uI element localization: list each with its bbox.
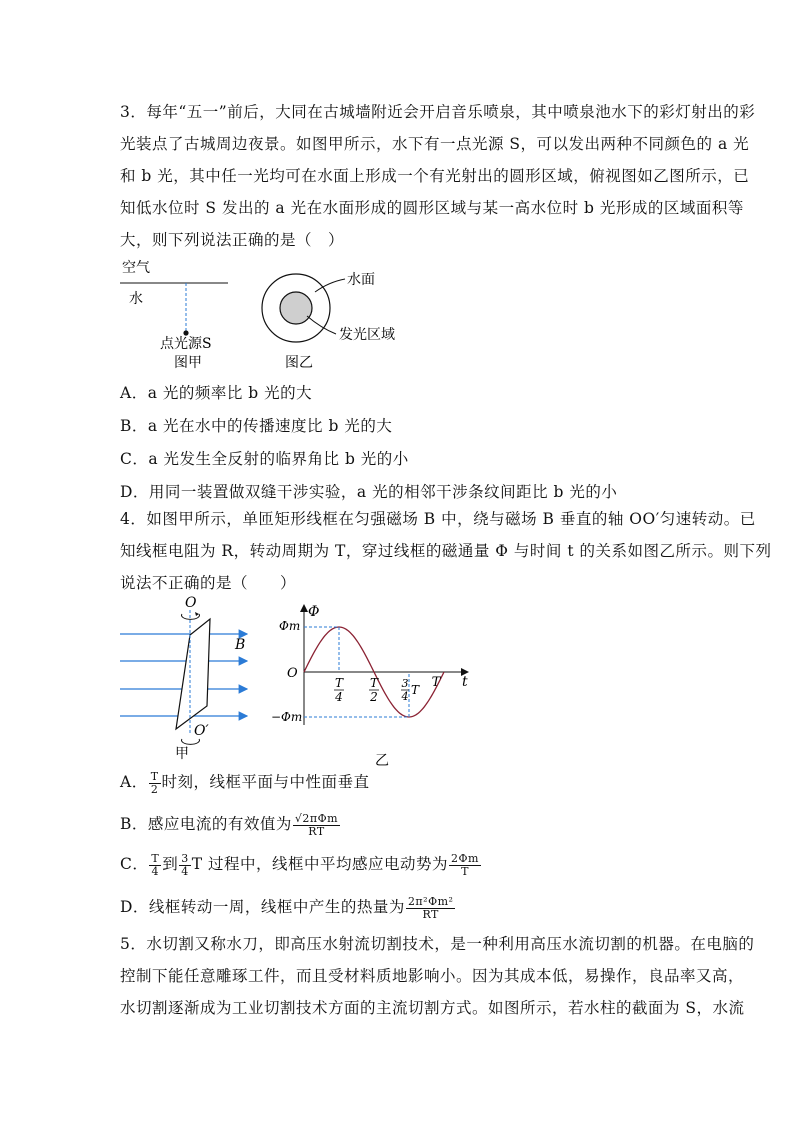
rotation-arrow-bottom-icon	[182, 739, 200, 744]
frac-num: T	[151, 851, 160, 865]
x-tick-label-3-num: 3	[401, 677, 409, 690]
q4-option-c[interactable]	[120, 852, 482, 878]
frac-den: 4	[181, 864, 189, 878]
fraction-rms-current	[293, 813, 340, 838]
option-a-text: 时刻，线框平面与中性面垂直	[161, 773, 370, 791]
q3-option-b[interactable]: B．a 光在水中的传播速度比 b 光的大	[120, 417, 393, 435]
q5-line-3: 水切割逐渐成为工业切割技术方面的主流切割方式。如图所示，若水柱的截面为 S，水流	[120, 999, 745, 1017]
fraction-three-quarters	[179, 853, 191, 878]
x-tick-label-2-num: T	[369, 676, 379, 690]
frac-den: 4	[151, 864, 160, 878]
q4-option-a[interactable]	[120, 770, 370, 796]
q5-line-2: 控制下能任意雕琢工件，而且受材料质地影响小。因为其成本低，易操作，良品率又高，	[120, 967, 745, 985]
q3-figure-yi	[255, 262, 415, 374]
option-a-prefix: A．	[120, 773, 148, 791]
q3-option-c[interactable]: C．a 光发生全反射的临界角比 b 光的小	[120, 450, 409, 468]
fig-jia-caption: 图甲	[174, 355, 202, 371]
fraction-t-over-2	[149, 771, 161, 796]
option-c-to: 到	[162, 855, 179, 873]
fraction-avg-emf	[449, 853, 481, 878]
frac-num: 2π²Φm²	[407, 894, 454, 908]
rectangular-coil	[176, 619, 210, 729]
q3-option-d[interactable]: D．用同一装置做双缝干涉实验，a 光的相邻干涉条纹间距比 b 光的小	[120, 483, 618, 501]
air-label: 空气	[122, 260, 150, 276]
point-source-label: 点光源S	[160, 336, 212, 352]
question-3-stem	[120, 96, 756, 256]
x-tick-label-3-den: 4	[401, 690, 409, 703]
frac-den: 2	[150, 782, 159, 796]
x-tick-label-3-t: T	[410, 683, 420, 697]
glow-region-label: 发光区域	[339, 327, 395, 343]
field-b-label: B	[235, 637, 246, 653]
fig-yi-caption: 图乙	[285, 355, 313, 371]
phi-max-label: Φm	[279, 619, 301, 633]
q3-line-5: 大，则下列说法正确的是（ ）	[120, 231, 345, 249]
phi-min-label: −Φm	[271, 710, 303, 724]
x-tick-label-1-num: T	[334, 676, 344, 690]
frac-num: 2Φm	[451, 851, 479, 865]
q4-figure-jia	[115, 595, 265, 765]
frac-num: T	[150, 769, 159, 783]
frac-num: √2πΦm	[294, 811, 339, 825]
frac-den: RT	[422, 907, 439, 921]
q4-line-2: 知线框电阻为 R，转动周期为 T，穿过线框的磁通量 Φ 与时间 t 的关系如图乙所示。则下列	[120, 542, 772, 560]
q3-line-2: 光装点了古城周边夜景。如图甲所示，水下有一点光源 S，可以发出两种不同颜色的 a 光	[120, 135, 750, 153]
fraction-heat	[406, 896, 456, 921]
x-tick-label-1-den: 4	[335, 690, 343, 704]
rotation-arrowhead-icon	[195, 612, 199, 616]
q3-option-a[interactable]: A．a 光的频率比 b 光的大	[120, 384, 313, 402]
axis-o-label: O	[185, 595, 197, 611]
frac-den: RT	[308, 824, 325, 838]
q5-line-1: 5．水切割又称水刀，即高压水射流切割技术，是一种利用高压水流切割的机器。在电脑的	[120, 935, 755, 953]
q4-option-b[interactable]	[120, 812, 341, 838]
x-tick-label-2-den: 2	[370, 690, 378, 704]
option-c-text: T 过程中，线框中平均感应电动势为	[191, 855, 449, 873]
water-label: 水	[129, 291, 143, 307]
fig-yi-4-caption: 乙	[375, 753, 389, 769]
option-b-text: B．感应电流的有效值为	[120, 815, 292, 833]
point-source-dot	[183, 330, 188, 335]
y-axis-label: Φ	[308, 604, 320, 620]
q3-line-3: 和 b 光，其中任一光均可在水面上形成一个有光射出的圆形区域，俯视图如乙图所示，已	[120, 167, 750, 185]
fig-jia-4-caption: 甲	[175, 746, 189, 762]
fraction-t-over-4	[149, 853, 161, 878]
option-d-text: D．线框转动一周，线框中产生的热量为	[120, 898, 405, 916]
water-surface-label: 水面	[347, 272, 375, 288]
q3-line-4: 知低水位时 S 发出的 a 光在水面形成的圆形区域与某一高水位时 b 光形成的区域面积等	[120, 199, 744, 217]
x-tick-label-4: T	[431, 675, 441, 690]
axis-o-prime-label: O′	[194, 723, 209, 739]
question-4-stem	[120, 503, 772, 599]
origin-label: O	[287, 666, 298, 681]
option-c-prefix: C．	[120, 855, 149, 873]
frac-num: 3	[181, 851, 189, 865]
q4-option-d[interactable]	[120, 895, 456, 921]
frac-den: T	[461, 864, 469, 878]
question-5-stem	[120, 928, 755, 1024]
q4-line-3: 说法不正确的是（ ）	[120, 574, 297, 592]
q4-flux-chart	[270, 600, 485, 772]
x-axis-label: t	[462, 674, 468, 690]
glow-region-circle	[280, 292, 312, 324]
surface-leader-line	[315, 279, 345, 292]
q3-line-1: 3．每年“五一”前后，大同在古城墙附近会开启音乐喷泉，其中喷泉池水下的彩灯射出的彩	[120, 103, 756, 121]
q4-line-1: 4．如图甲所示，单匝矩形线框在匀强磁场 B 中，绕与磁场 B 垂直的轴 OO′匀速转动。已	[120, 510, 756, 528]
q3-figure-jia	[115, 255, 245, 375]
